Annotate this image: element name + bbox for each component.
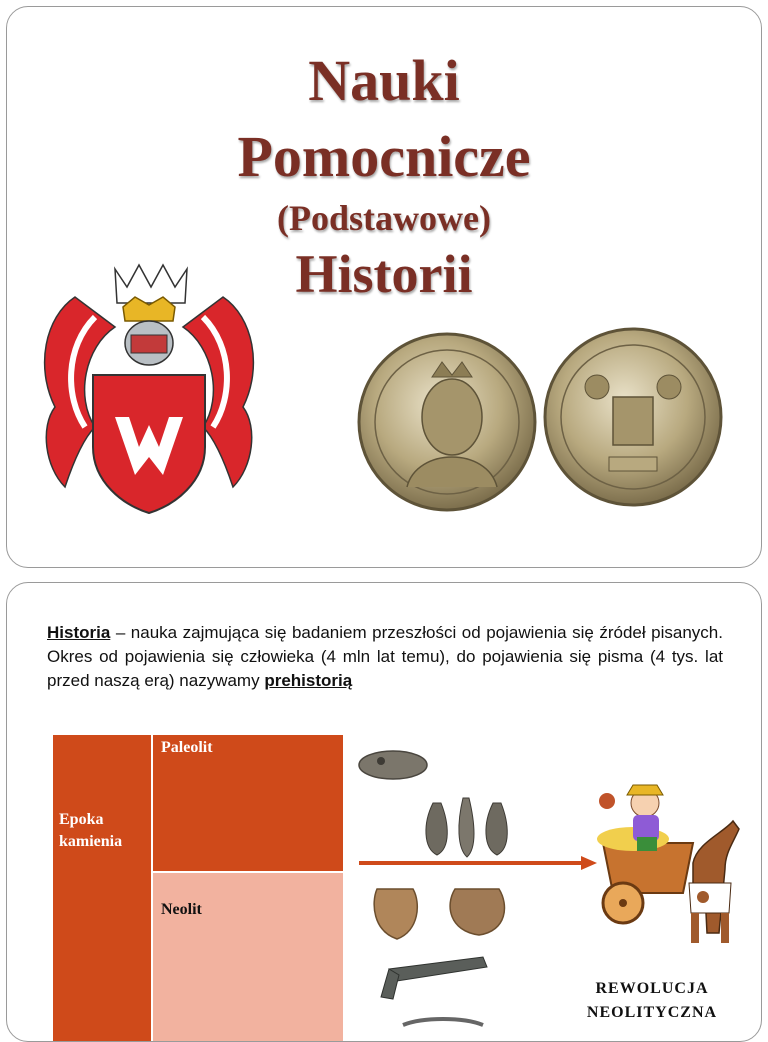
definition-text: – nauka zajmująca się badaniem przeszłości od pojawienia się źródeł pisanych. Okres od pojawienia się człowieka (4 mln lat temu), do pojawienia się pisma (4 tys. lat przed naszą erą) nazywamy [47, 623, 723, 690]
stone-tools-image [353, 743, 523, 1033]
paleolit-cell: Paleolit [153, 735, 343, 873]
title-line-3: (Podstawowe) [277, 198, 491, 238]
epoch-cell: Epoka kamienia [53, 735, 153, 1042]
title-slide [6, 6, 762, 568]
term-historia: Historia [47, 623, 111, 642]
revolution-label [567, 977, 737, 1025]
revolution-line-1: REWOLUCJA [595, 980, 709, 997]
farmer-cart-image [593, 773, 743, 963]
content-slide [6, 582, 762, 1042]
neolit-cell: Neolit [153, 873, 343, 1042]
title-line-4: Historii [295, 244, 473, 304]
revolution-line-2: NEOLITYCZNA [586, 1004, 718, 1021]
definition-paragraph [47, 621, 723, 693]
arrow-icon [359, 853, 599, 873]
title-line-2: Pomocnicze [237, 124, 531, 189]
term-prehistoria: prehistorią [264, 671, 353, 690]
coins-image [347, 317, 737, 527]
periods-table [53, 735, 343, 1042]
coat-of-arms-image [35, 257, 263, 515]
title-line-1: Nauki [308, 48, 460, 113]
